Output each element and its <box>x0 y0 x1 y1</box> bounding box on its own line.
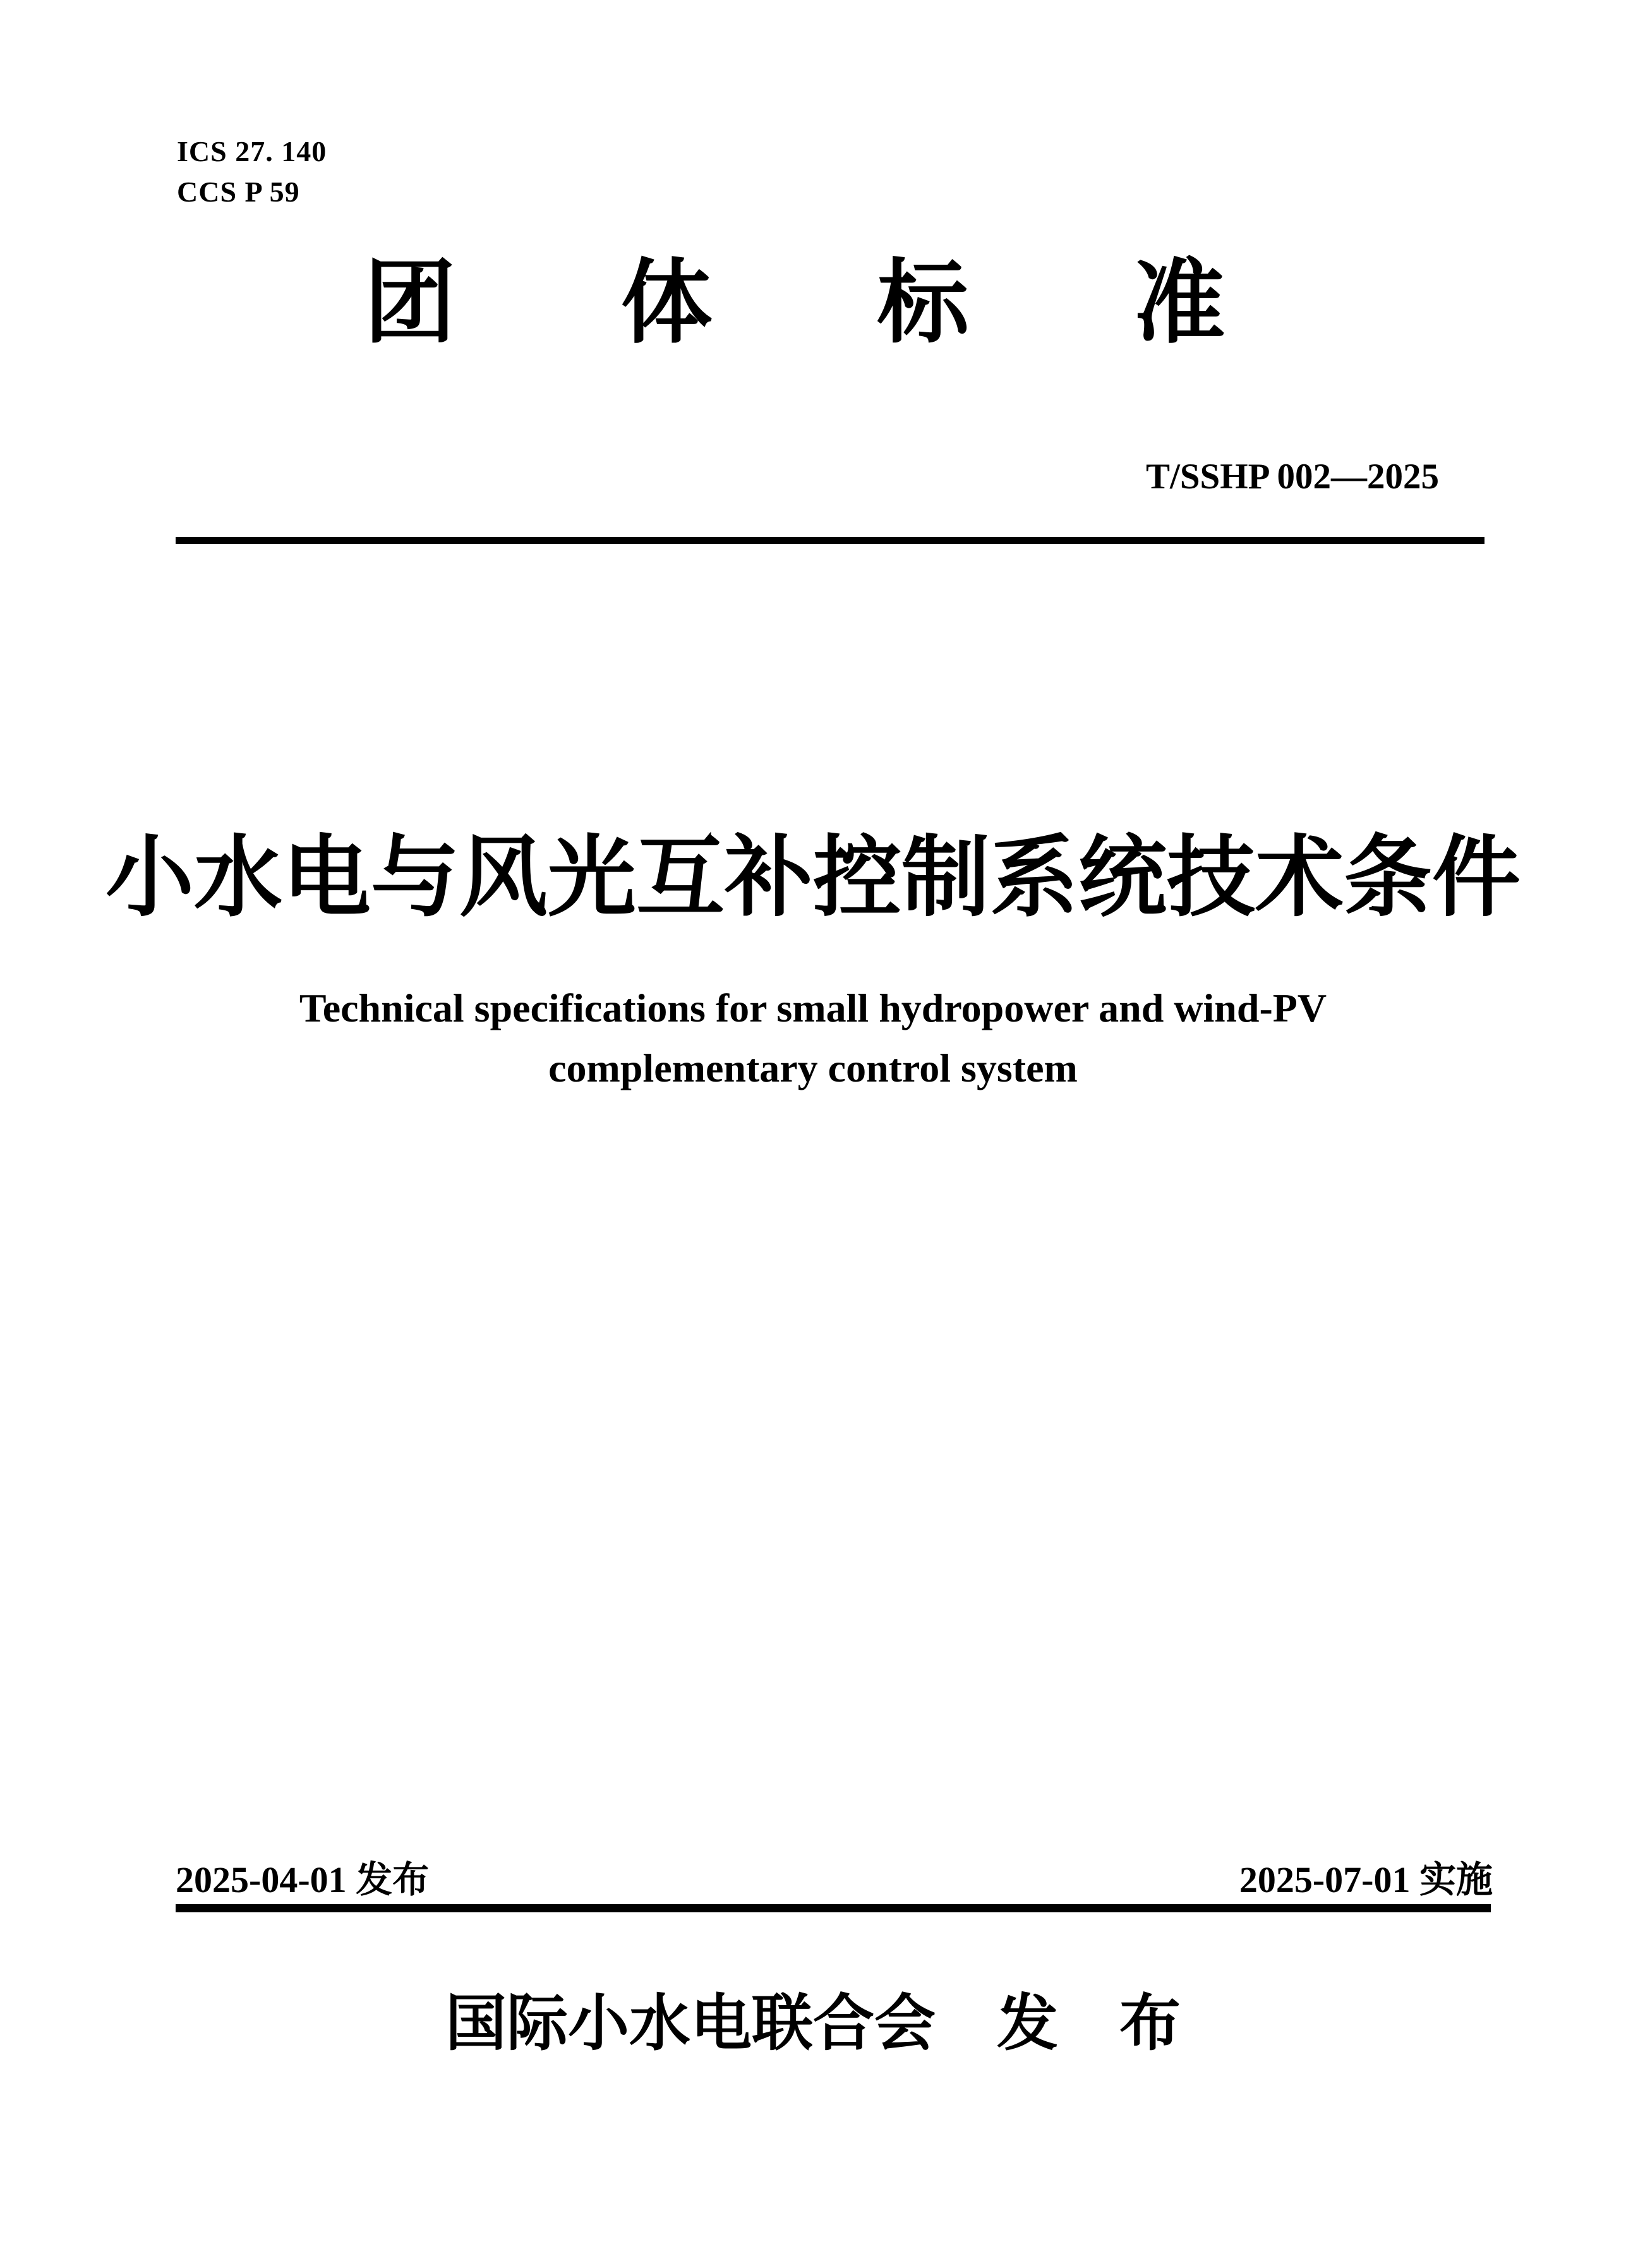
ccs-code: CCS P 59 <box>177 176 300 208</box>
ics-code: ICS 27. 140 <box>177 135 327 167</box>
english-title-line2: complementary control system <box>548 1046 1078 1090</box>
top-divider-line <box>176 537 1484 544</box>
english-title <box>0 978 1626 1098</box>
english-title-line1: Technical specifications for small hydropower and wind-PV <box>299 986 1327 1030</box>
classification-codes <box>177 131 327 212</box>
publisher-line: 国际小水电联合会 发 布 <box>445 1990 1181 2058</box>
chinese-title: 小水电与风光互补控制系统技术条件 <box>105 828 1521 927</box>
standard-number: T/SSHP 002—2025 <box>1145 457 1439 497</box>
implementation-date: 2025-07-01 实施 <box>1239 1859 1493 1900</box>
issue-date: 2025-04-01 发布 <box>176 1859 430 1900</box>
bottom-divider-line <box>176 1904 1491 1912</box>
dates-row <box>176 1850 1493 1903</box>
standard-type-title: 团 体 标 准 <box>364 253 1262 354</box>
